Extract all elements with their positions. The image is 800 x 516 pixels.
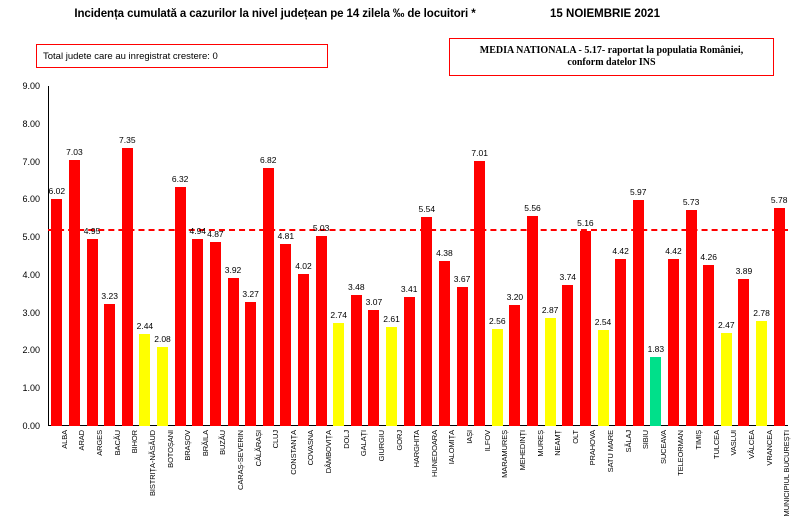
x-axis-category-label: MARAMUREȘ <box>500 430 510 478</box>
x-axis-category-label: MUNICIPIUL BUCUREȘTI <box>782 430 792 516</box>
bar-value-label: 2.56 <box>489 316 506 327</box>
bar[interactable] <box>263 168 274 426</box>
x-axis-category-label: VÂLCEA <box>746 430 756 459</box>
y-axis-tick-label: 3.00 <box>22 307 40 318</box>
bar-value-label: 4.81 <box>277 231 295 242</box>
x-axis-category-label: HUNEDOARA <box>429 430 439 478</box>
x-axis-category-label: COVASNA <box>306 430 316 466</box>
bar-value-label: 3.67 <box>453 274 471 285</box>
y-axis-labels <box>0 81 44 431</box>
x-axis-category-label: CONSTANȚA <box>288 430 298 475</box>
bar[interactable] <box>404 297 415 426</box>
bar-value-label: 5.97 <box>629 187 647 198</box>
report-date: 15 NOIEMBRIE 2021 <box>550 8 660 20</box>
bar[interactable] <box>69 160 80 426</box>
y-axis-tick-label: 1.00 <box>22 383 40 394</box>
bar-value-label: 2.54 <box>594 317 612 328</box>
bar-value-label: 5.16 <box>577 218 594 229</box>
x-axis-category-label: BRAȘOV <box>183 430 193 461</box>
bar-value-label: 5.78 <box>770 194 788 205</box>
bar[interactable] <box>280 244 291 426</box>
x-axis-category-label: GIURGIU <box>376 430 386 462</box>
bar-value-label: 4.95 <box>83 226 101 236</box>
x-axis-category-label: PRAHOVA <box>588 430 598 466</box>
x-axis-category-label: BRĂILA <box>200 430 210 457</box>
bar-value-label: 5.54 <box>418 203 436 214</box>
bar-value-label: 4.87 <box>207 229 224 240</box>
bar[interactable] <box>104 304 115 426</box>
y-axis-tick-label: 9.00 <box>22 81 40 91</box>
x-axis-category-label: NEAMȚ <box>553 430 563 456</box>
bar[interactable] <box>368 310 379 426</box>
x-axis-category-label: IALOMIȚA <box>447 430 457 465</box>
bar-value-label: 3.89 <box>735 266 753 277</box>
bar-value-label: 4.02 <box>295 261 312 272</box>
bar-value-label: 2.74 <box>330 309 347 320</box>
bar[interactable] <box>703 265 714 426</box>
bar-value-label: 2.47 <box>718 319 735 330</box>
y-axis-tick-label: 7.00 <box>22 156 40 167</box>
x-axis-category-label: CARAȘ-SEVERIN <box>236 430 245 490</box>
bar-value-label: 4.26 <box>700 252 717 263</box>
bar-value-label: 6.82 <box>259 155 277 166</box>
bar-value-label: 7.01 <box>471 148 488 159</box>
bar-value-label: 4.42 <box>612 246 629 257</box>
bar-value-label: 4.38 <box>436 247 453 258</box>
x-axis-category-label: CĂLĂRAȘI <box>253 430 263 467</box>
bar-value-label: 6.02 <box>48 185 66 196</box>
bar[interactable] <box>668 259 679 426</box>
bar-value-label: 3.07 <box>365 297 383 308</box>
bar-value-label: 5.56 <box>524 202 541 213</box>
bar[interactable] <box>474 161 485 426</box>
bar[interactable] <box>386 327 397 426</box>
x-axis-category-label: VRANCEA <box>764 430 774 466</box>
x-axis-category-label: OLT <box>570 430 580 444</box>
x-axis-category-label: BUZĂU <box>218 430 228 455</box>
bar[interactable] <box>738 279 749 426</box>
y-axis-tick-label: 0.00 <box>22 421 40 431</box>
note-left-text: Total judete care au inregistrat crestere: 0 <box>43 50 218 62</box>
x-axis-category-label: SIBIU <box>641 430 651 450</box>
bar-value-label: 6.32 <box>171 174 189 185</box>
x-axis-labels <box>48 430 792 516</box>
x-axis-category-label: DOLJ <box>341 430 351 449</box>
bar-value-label: 3.20 <box>506 292 524 303</box>
bar[interactable] <box>439 261 450 426</box>
x-axis-category-label: DÂMBOVIȚA <box>324 430 334 474</box>
bar-value-label: 2.87 <box>541 304 559 315</box>
x-axis-category-label: HARGHITA <box>412 430 422 468</box>
bar[interactable] <box>333 323 344 427</box>
bar[interactable] <box>562 285 573 426</box>
y-axis-tick-label: 2.00 <box>22 345 40 356</box>
bar[interactable] <box>756 321 767 426</box>
x-axis-category-label: ARGES <box>95 430 105 456</box>
x-axis-category-label: ARAD <box>77 430 87 451</box>
bar[interactable] <box>122 148 133 426</box>
bar-value-label: 3.74 <box>559 271 577 282</box>
note-box-right <box>449 38 774 76</box>
bar[interactable] <box>545 318 556 426</box>
x-axis-category-label: BACĂU <box>112 430 122 456</box>
national-average-line2: conform datelor INS <box>567 57 656 68</box>
bar[interactable] <box>228 278 239 426</box>
bar-value-label: 2.61 <box>383 314 400 325</box>
bar[interactable] <box>51 199 62 426</box>
bar[interactable] <box>580 231 591 426</box>
x-axis-category-label: SUCEAVA <box>658 430 668 465</box>
bar-value-label: 7.35 <box>119 135 136 146</box>
bar-value-label: 3.41 <box>400 284 418 295</box>
bar-value-label: 3.92 <box>224 264 242 275</box>
bar-value-label: 4.42 <box>665 246 682 257</box>
bar-value-label: 4.94 <box>189 226 207 237</box>
y-axis-tick-label: 8.00 <box>22 118 40 129</box>
bar-value-label: 5.03 <box>312 222 330 233</box>
x-axis-category-label: SĂLAJ <box>623 430 633 453</box>
x-axis-category-label: CLUJ <box>271 430 281 449</box>
bar[interactable] <box>721 333 732 426</box>
bar-value-label: 7.03 <box>66 147 83 158</box>
y-axis-tick-label: 4.00 <box>22 269 40 280</box>
y-axis-tick-label: 6.00 <box>22 194 40 205</box>
bar-value-label: 3.48 <box>348 281 365 292</box>
bar[interactable] <box>686 210 697 426</box>
bar[interactable] <box>598 330 609 426</box>
plot-area <box>48 86 788 426</box>
bar-value-label: 2.78 <box>753 307 770 318</box>
bar-value-label: 1.83 <box>647 343 665 354</box>
national-average-line1: MEDIA NATIONALA - 5.17- raportat la populatia României, <box>479 44 744 56</box>
x-axis-category-label: MUREȘ <box>535 430 545 457</box>
bar[interactable] <box>298 274 309 426</box>
bar[interactable] <box>633 200 644 426</box>
x-axis-category-label: VASLUI <box>729 430 739 456</box>
x-axis-category-label: MEHEDINȚI <box>517 430 527 471</box>
bar[interactable] <box>316 236 327 426</box>
x-axis-category-label: BISTRIȚA-NĂSĂUD <box>147 430 157 497</box>
x-axis-category-label: GORJ <box>394 430 404 451</box>
bar[interactable] <box>527 216 538 426</box>
x-axis-category-label: ILFOV <box>482 430 492 452</box>
bar[interactable] <box>192 239 203 426</box>
bar[interactable] <box>615 259 626 426</box>
bar-value-label: 2.08 <box>154 334 171 345</box>
bar[interactable] <box>509 305 520 426</box>
note-box-left <box>36 44 328 68</box>
bar[interactable] <box>492 329 503 426</box>
bar-value-label: 5.73 <box>682 196 700 207</box>
bar[interactable] <box>351 295 362 426</box>
page-title: Incidența cumulată a cazurilor la nivel județean pe 14 zilela ‰ de locuitori * <box>74 8 476 20</box>
x-axis-category-label: ALBA <box>59 430 69 449</box>
x-axis-category-label: BIHOR <box>130 430 140 454</box>
x-axis-category-label: SATU MARE <box>606 430 615 473</box>
x-axis-category-label: TIMIȘ <box>694 430 704 450</box>
x-axis-category-label: IAȘI <box>465 430 475 444</box>
bar-value-label: 2.44 <box>136 320 154 331</box>
bar[interactable] <box>139 334 150 426</box>
bar[interactable] <box>175 187 186 426</box>
y-axis-tick-label: 5.00 <box>22 232 40 243</box>
bar[interactable] <box>421 217 432 426</box>
bars-container <box>48 86 788 426</box>
bar[interactable] <box>457 287 468 426</box>
bar[interactable] <box>774 208 785 426</box>
bar-value-label: 3.23 <box>101 290 118 301</box>
x-axis-category-label: TULCEA <box>711 430 721 459</box>
x-axis-category-label: GALAȚI <box>359 430 369 457</box>
x-axis-category-label: TELEORMAN <box>676 430 686 476</box>
bar-value-label: 3.27 <box>242 289 259 300</box>
bar[interactable] <box>245 302 256 426</box>
bar[interactable] <box>650 357 661 426</box>
bar[interactable] <box>157 347 168 426</box>
bar[interactable] <box>210 242 221 426</box>
x-axis-category-label: BOTOȘANI <box>165 430 175 468</box>
bar[interactable] <box>87 239 98 426</box>
